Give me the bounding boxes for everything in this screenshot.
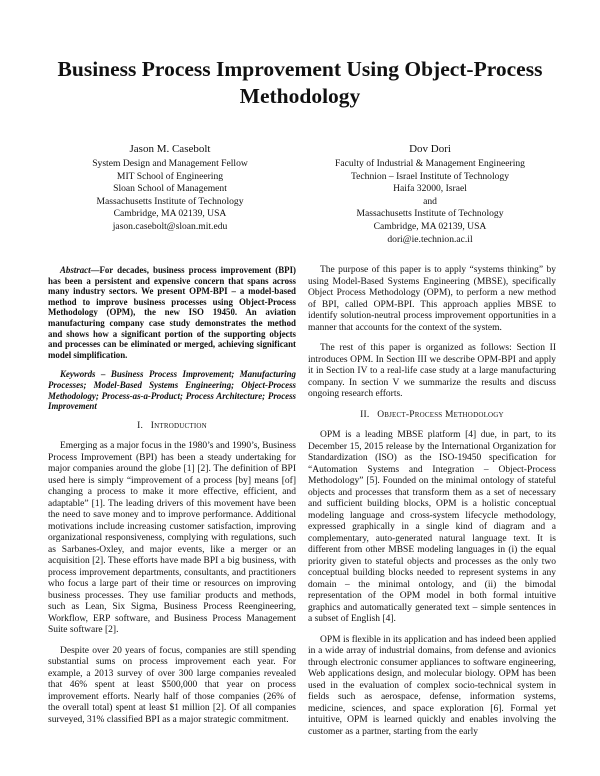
keywords-label: Keywords bbox=[60, 369, 96, 380]
body-paragraph: Despite over 20 years of focus, companies are still spending substantial sums on process improvement each year. For example, a 2013 survey of over 300 large companies revealed that 46% spent at least $500,000 that year on process improvement efforts. Nearly half of those companies (26% of the overall total) spent at least $1 million [2]. Of all companies surveyed, 31% classified BPI as a major strategic commitment. bbox=[48, 645, 296, 725]
section-heading-introduction bbox=[48, 421, 296, 433]
author-affiliation-line: Faculty of Industrial & Management Engineering bbox=[335, 158, 525, 169]
author-affiliation-line: Sloan School of Management bbox=[113, 183, 227, 195]
paper-title: Business Process Improvement Using Object-Process Methodology bbox=[57, 57, 543, 108]
author-email: dori@ie.technion.ac.il bbox=[387, 233, 473, 245]
section-heading-opm bbox=[308, 410, 556, 422]
keywords-text: – Business Process Improvement; Manufacturing Processes; Model-Based Systems Engineering; Object-Process Methodology; Process-as-a-Product; Process Architecture; Process Improvement bbox=[48, 369, 296, 412]
author-affiliation-line: Massachusetts Institute of Technology bbox=[356, 208, 504, 220]
author-email: jason.casebolt@sloan.mit.edu bbox=[112, 220, 228, 232]
keywords bbox=[48, 369, 296, 411]
body-paragraph: Emerging as a major focus in the 1980’s and 1990’s, Business Process Improvement (BPI) has been a steady undertaking for major companies around the globe [1] [2]. The definition of BPI used here is simply “improvement of a process [by] means [of] changing a process to make it more effective, efficient, and adaptable” [1]. The leading drivers of this movement have been the need to save money and to improve performance. Additional motivations include increasing customer satisfaction, improving organizational responsiveness, complying with regulations, such as Sarbanes-Oxley, and major events, like a merger or an acquisition [2]. These efforts have made BPI a big business, with process improvement departments, consultants, and practitioners who focus a large part of their time or resources on improving business processes. They use familiar products and methods, such as Lean, Six Sigma, Business Process Reengineering, Workflow, ERP software, and Business Process Management Suite software [2]. bbox=[48, 441, 296, 636]
author-affiliation-line: Technion – Israel Institute of Technology bbox=[350, 170, 510, 182]
body-paragraph: The purpose of this paper is to apply “systems thinking” by using Model-Based Systems Engineering (MBSE), specifically Object Process Methodology (OPM), to perform a new method of BPI, called OPM-BPI. This approach applies MBSE to identify solution-neutral process improvement opportunities in a manner that accounts for the context of the system. bbox=[308, 265, 556, 333]
author-affiliation-line: MIT School of Engineering bbox=[116, 170, 224, 182]
left-column bbox=[48, 265, 296, 735]
author-block-dori bbox=[300, 140, 560, 246]
author-name: Dov Dori bbox=[409, 143, 451, 155]
author-name: Jason M. Casebolt bbox=[129, 143, 211, 155]
section-title: Introduction bbox=[150, 420, 207, 431]
abstract-text: —For decades, business process improvement (BPI) has been a persistent and expensive concern that spans across many industry sectors. We present OPM-BPI – a model-based method to improve business processes using Object-Process Methodology (OPM), the new ISO 19450. An aviation manufacturing company case study demonstrates the method and shows how a significant portion of the supporting objects and processes can be eliminated or merged, achieving significant model simplification. bbox=[48, 265, 296, 360]
abstract-label: Abstract bbox=[60, 265, 91, 275]
body-paragraph: OPM is flexible in its application and has indeed been applied in a wide array of industrial domains, from defense and avionics through electronic consumer appliances to software engineering, Web applications design, and molecular biology. OPM has been used in the evaluation of complex socio-technical system in fields such as aerospace, defense, information systems, medicine, sciences, and space exploration [6]. Formal yet intuitive, OPM is learned quickly and enables involving the customer as a partner, starting from the early bbox=[308, 634, 556, 737]
body-paragraph: The rest of this paper is organized as follows: Section II introduces OPM. In Section III we describe OPM-BPI and apply it in Section IV to a real-life case study at a large manufacturing company. In section V we summarize the results and discuss ongoing research efforts. bbox=[308, 343, 556, 399]
author-affiliation-line: Cambridge, MA 02139, USA bbox=[113, 208, 227, 220]
section-number: II. bbox=[360, 409, 370, 420]
section-title: Object-Process Methodology bbox=[377, 409, 504, 420]
author-affiliation-line: Cambridge, MA 02139, USA bbox=[373, 220, 487, 232]
section-number: I. bbox=[137, 420, 144, 431]
author-block-casebolt bbox=[40, 140, 300, 234]
author-affiliation-line: Massachusetts Institute of Technology bbox=[96, 195, 244, 207]
author-affiliation-line: Haifa 32000, Israel bbox=[393, 183, 467, 195]
body-paragraph: OPM is a leading MBSE platform [4] due, in part, to its December 15, 2015 release by the International Organization for Standardization (ISO) as the ISO-19450 specification for “Automation Systems and Integration – Object-Process Methodology” [5]. Founded on the minimal ontology of stateful objects and processes that transform them as a set of necessary and sufficient building blocks, OPM is a holistic conceptual modeling language and cross-system lifecycle methodology, expressed graphically in a single kind of diagram and a complementary, auto-generated natural language text. It is different from other MBSE modeling languages in (i) the equal priority given to stateful objects and processes as the only two conceptual building blocks needed to represent systems in any domain – the minimal ontology, and (ii) the bimodal representation of the OPM model in both formal intuitive graphics and automatically generated text – simple sentences in a subset of English [4]. bbox=[308, 430, 556, 624]
right-column bbox=[308, 265, 556, 747]
author-affiliation-line: and bbox=[423, 195, 437, 207]
author-affiliation-line: System Design and Management Fellow bbox=[92, 158, 248, 169]
abstract bbox=[48, 265, 296, 360]
